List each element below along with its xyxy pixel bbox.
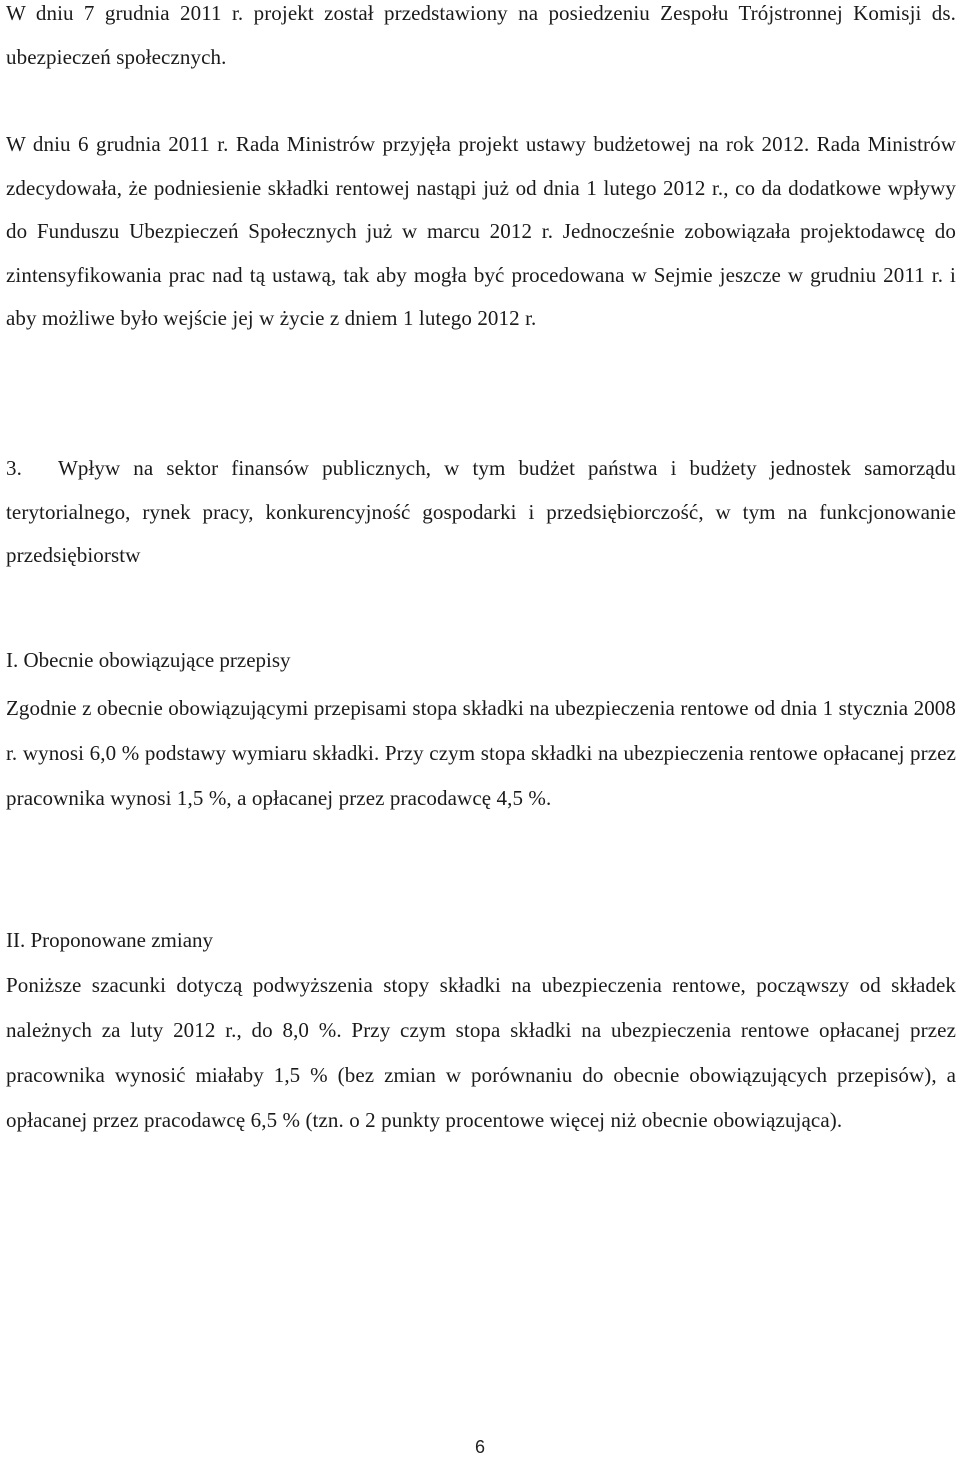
paragraph-council-of-ministers: W dniu 6 grudnia 2011 r. Rada Ministrów przyjęła projekt ustawy budżetowej na rok 2012. Rada Ministrów zdecydowała, że podniesienie składki rentowej nastąpi już od dnia 1 lutego 2012 r., co da dodatkowe wpływy do Funduszu Ubezpieczeń Społecznych już w marcu 2012 r. Jednocześnie zobowiązała projektodawcę do zintensyfikowania prac nad tą ustawą, tak aby mogła być procedowana w Sejmie jeszcze w grudniu 2011 r. i aby możliwe było wejście jej w życie z dniem 1 lutego 2012 r.	[6, 132, 956, 330]
section-I-heading: I. Obecnie obowiązujące przepisy	[6, 648, 291, 672]
paragraph-presentation: W dniu 7 grudnia 2011 r. projekt został przedstawiony na posiedzeniu Zespołu Trójstronnej Komisji ds. ubezpieczeń społecznych.	[6, 1, 956, 69]
section-II-text: Poniższe szacunki dotyczą podwyższenia stopy składki na ubezpieczenia rentowe, począwszy od składek należnych za luty 2012 r., do 8,0 %. Przy czym stopa składki na ubezpieczenia rentowe opłacanej przez pracownika wynosić miałaby 1,5 % (bez zmian w porównaniu do obecnie obowiązujących przepisów), a opłacanej przez pracodawcę 6,5 % (tzn. o 2 punkty procentowe więcej niż obecnie obowiązująca).	[6, 973, 956, 1132]
section-3-text: Wpływ na sektor finansów publicznych, w tym budżet państwa i budżety jednostek samorządu terytorialnego, rynek pracy, konkurencyjność gospodarki i przedsiębiorczość, w tym na funkcjonowanie przedsiębiorstw	[6, 456, 956, 567]
page-number: 6	[474, 1437, 485, 1457]
section-3-impact	[6, 447, 956, 578]
section-I-text: Zgodnie z obecnie obowiązującymi przepisami stopa składki na ubezpieczenia rentowe od dnia 1 stycznia 2008 r. wynosi 6,0 % podstawy wymiaru składki. Przy czym stopa składki na ubezpieczenia rentowe opłacanej przez pracownika wynosi 1,5 %, a opłacanej przez pracodawcę 4,5 %.	[6, 696, 956, 810]
section-II-heading: II. Proponowane zmiany	[6, 928, 214, 952]
section-3-number: 3.	[6, 456, 22, 480]
